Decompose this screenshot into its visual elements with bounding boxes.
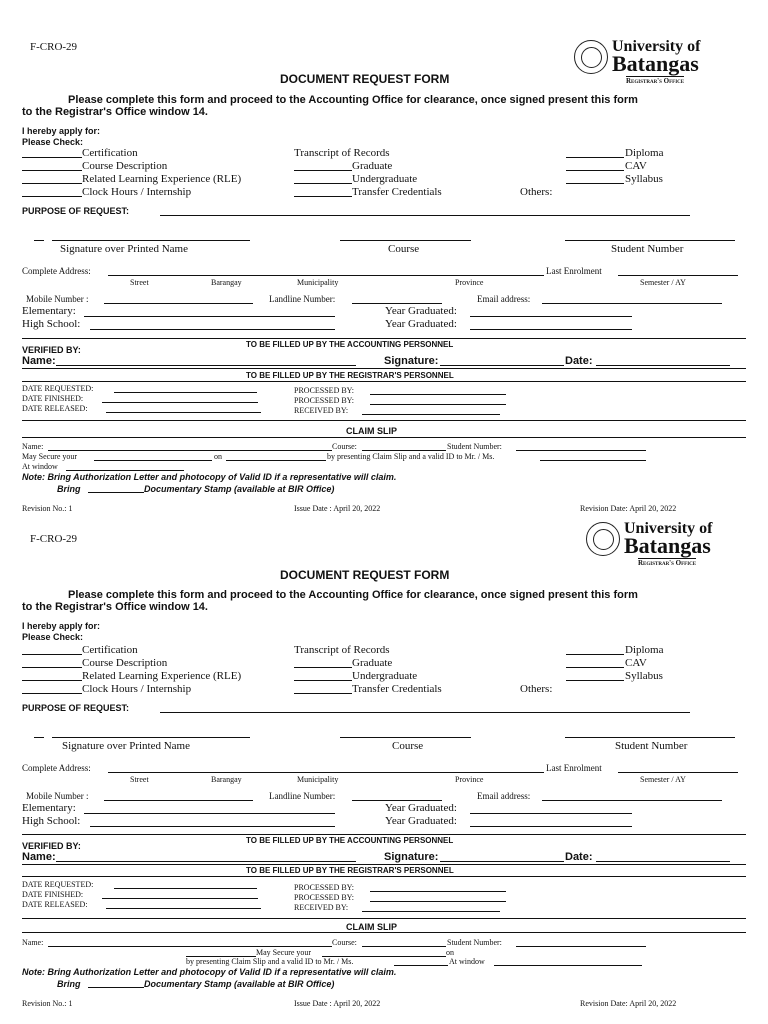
instructions-line1: Please complete this form and proceed to the Accounting Office for clearance, once signed present this form [68, 589, 638, 601]
on-label: on [446, 948, 454, 957]
checkbox-line-diploma[interactable] [566, 654, 624, 655]
student-number-line[interactable] [565, 240, 735, 241]
elem-year-input[interactable] [470, 813, 632, 814]
registrar-header: TO BE FILLED UP BY THE REGISTRAR'S PERSONNEL [246, 866, 454, 875]
elementary-input[interactable] [84, 813, 335, 814]
mobile-label: Mobile Number : [26, 294, 89, 304]
checkbox-line-graduate[interactable] [294, 667, 352, 668]
checkbox-line-syllabus[interactable] [566, 183, 624, 184]
checkbox-line-course-description[interactable] [22, 667, 82, 668]
option-course-description: Course Description [82, 657, 168, 669]
instructions-line2: to the Registrar's Office window 14. [22, 601, 208, 613]
note-text: Note: Bring Authorization Letter and photocopy of Valid ID if a representative will claim. [22, 967, 397, 977]
option-undergraduate: Undergraduate [352, 670, 418, 682]
claim-student-number-input[interactable] [516, 450, 646, 451]
processed-by-input-1[interactable] [370, 394, 506, 395]
date-finished-label: DATE FINISHED: [22, 394, 84, 403]
date-requested-label: DATE REQUESTED: [22, 384, 94, 393]
checkbox-line-course-description[interactable] [22, 170, 82, 171]
student-number-line[interactable] [565, 737, 735, 738]
option-syllabus: Syllabus [625, 670, 663, 682]
received-by-label: RECEIVED BY: [294, 903, 349, 912]
checkbox-line-syllabus[interactable] [566, 680, 624, 681]
divider [22, 381, 746, 382]
presenting-label: by presenting Claim Slip and a valid ID to Mr. / Ms. [327, 452, 495, 461]
course-line[interactable] [340, 240, 471, 241]
divider [22, 437, 746, 438]
checkbox-line-certification[interactable] [22, 654, 82, 655]
option-transfer: Transfer Credentials [352, 186, 442, 198]
university-name-line1: University of [612, 38, 701, 55]
student-number-label: Student Number [611, 243, 684, 255]
divider [22, 368, 746, 369]
landline-input[interactable] [352, 800, 442, 801]
divider [22, 932, 746, 933]
mobile-input[interactable] [104, 800, 253, 801]
processed-by-input-1[interactable] [370, 891, 506, 892]
acct-date-input[interactable] [596, 365, 730, 366]
course-line[interactable] [340, 737, 471, 738]
elem-year-label: Year Graduated: [385, 305, 457, 317]
revision-date: Revision Date: April 20, 2022 [580, 504, 677, 513]
university-seal-icon [574, 40, 608, 74]
apply-for-label: I hereby apply for: [22, 126, 101, 136]
stamp-text: Documentary Stamp (available at BIR Office) [144, 979, 335, 989]
date-requested-input[interactable] [114, 888, 257, 889]
acct-signature-input[interactable] [440, 861, 564, 862]
last-enrolment-label: Last Enrolment [546, 266, 602, 276]
claim-student-number-label: Student Number: [447, 938, 502, 947]
option-diploma: Diploma [625, 644, 664, 656]
received-by-label: RECEIVED BY: [294, 406, 349, 415]
processed-by-label-2: PROCESSED BY: [294, 893, 354, 902]
university-logo [574, 38, 734, 85]
option-diploma: Diploma [625, 147, 664, 159]
acct-date-label: Date: [565, 355, 593, 367]
claim-name-label: Name: [22, 938, 44, 947]
date-finished-label: DATE FINISHED: [22, 890, 84, 899]
elem-year-input[interactable] [470, 316, 632, 317]
revision-no: Revision No.: 1 [22, 999, 73, 1008]
semester-label: Semester / AY [640, 278, 686, 287]
others-label: Others: [520, 683, 553, 695]
revision-date: Revision Date: April 20, 2022 [580, 999, 677, 1008]
claim-course-input[interactable] [362, 450, 446, 451]
checkbox-line-transfer[interactable] [294, 693, 352, 694]
acct-name-input[interactable] [56, 861, 356, 862]
option-clock-hours: Clock Hours / Internship [82, 186, 192, 198]
claim-slip-title: CLAIM SLIP [346, 922, 397, 932]
checkbox-line-transfer[interactable] [294, 196, 352, 197]
presenting-input[interactable] [540, 460, 646, 461]
email-label: Email address: [477, 294, 531, 304]
claim-slip-title: CLAIM SLIP [346, 426, 397, 436]
accounting-header: TO BE FILLED UP BY THE ACCOUNTING PERSONNEL [246, 340, 454, 349]
apply-for-label: I hereby apply for: [22, 621, 101, 631]
form-title: DOCUMENT REQUEST FORM [280, 72, 450, 86]
checkbox-line-clock-hours[interactable] [22, 196, 82, 197]
processed-by-label-1: PROCESSED BY: [294, 883, 354, 892]
acct-signature-label: Signature: [384, 355, 439, 367]
address-barangay: Barangay [211, 278, 242, 287]
purpose-input[interactable] [160, 712, 690, 713]
checkbox-line-cav[interactable] [566, 667, 624, 668]
acct-date-label: Date: [565, 851, 593, 863]
last-enrolment-input[interactable] [618, 772, 738, 773]
sig-line-prefix [34, 240, 44, 241]
high-school-input[interactable] [90, 826, 335, 827]
last-enrolment-label: Last Enrolment [546, 763, 602, 773]
others-label: Others: [520, 186, 553, 198]
claim-course-label: Course: [332, 938, 357, 947]
purpose-label: PURPOSE OF REQUEST: [22, 703, 130, 713]
claim-course-label: Course: [332, 442, 357, 451]
purpose-label: PURPOSE OF REQUEST: [22, 206, 130, 216]
mobile-input[interactable] [104, 303, 253, 304]
instructions-line1: Please complete this form and proceed to the Accounting Office for clearance, once signed present this form [68, 94, 638, 106]
date-requested-input[interactable] [114, 392, 257, 393]
acct-name-input[interactable] [56, 365, 356, 366]
date-requested-label: DATE REQUESTED: [22, 880, 94, 889]
address-province: Province [455, 278, 484, 287]
purpose-input[interactable] [160, 215, 690, 216]
semester-label: Semester / AY [640, 775, 686, 784]
bring-label: Bring [57, 484, 81, 494]
divider [22, 918, 746, 919]
at-window-input[interactable] [66, 470, 184, 471]
option-clock-hours: Clock Hours / Internship [82, 683, 192, 695]
date-released-label: DATE RELEASED: [22, 900, 88, 909]
revision-no: Revision No.: 1 [22, 504, 73, 513]
processed-by-label-2: PROCESSED BY: [294, 396, 354, 405]
divider [22, 338, 746, 339]
address-input[interactable] [108, 772, 544, 773]
processed-by-label-1: PROCESSED BY: [294, 386, 354, 395]
bring-input[interactable] [88, 492, 144, 493]
received-by-input[interactable] [362, 414, 500, 415]
hs-year-input[interactable] [470, 329, 632, 330]
option-rle: Related Learning Experience (RLE) [82, 173, 242, 185]
landline-label: Landline Number: [269, 294, 336, 304]
option-transfer: Transfer Credentials [352, 683, 442, 695]
address-barangay: Barangay [211, 775, 242, 784]
option-graduate: Graduate [352, 160, 393, 172]
last-enrolment-input[interactable] [618, 275, 738, 276]
landline-label: Landline Number: [269, 791, 336, 801]
may-secure-label: May Secure your [22, 452, 78, 461]
signature-line[interactable] [52, 240, 250, 241]
mobile-label: Mobile Number : [26, 791, 89, 801]
claim-course-input[interactable] [362, 946, 446, 947]
high-school-label: High School: [22, 815, 81, 827]
option-syllabus: Syllabus [625, 173, 663, 185]
option-cav: CAV [625, 657, 647, 669]
option-course-description: Course Description [82, 160, 168, 172]
registrar-office-label: Registrar's Office [626, 77, 685, 85]
university-name-line2: Batangas [624, 533, 711, 558]
signature-label: Signature over Printed Name [62, 740, 190, 752]
presenting-label: by presenting Claim Slip and a valid ID to Mr. / Ms. [186, 957, 354, 966]
date-released-label: DATE RELEASED: [22, 404, 88, 413]
registrar-office-label: Registrar's Office [638, 559, 697, 567]
option-cav: CAV [625, 160, 647, 172]
instructions-line2: to the Registrar's Office window 14. [22, 106, 208, 118]
processed-by-input-2[interactable] [370, 901, 506, 902]
option-undergraduate: Undergraduate [352, 173, 418, 185]
divider [22, 420, 746, 421]
acct-signature-label: Signature: [384, 851, 439, 863]
registrar-header: TO BE FILLED UP BY THE REGISTRAR'S PERSONNEL [246, 371, 454, 380]
signature-line[interactable] [52, 737, 250, 738]
address-province: Province [455, 775, 484, 784]
please-check-label: Please Check: [22, 137, 84, 147]
date-released-input[interactable] [106, 908, 261, 909]
elementary-label: Elementary: [22, 305, 76, 317]
address-input[interactable] [108, 275, 544, 276]
checkbox-line-clock-hours[interactable] [22, 693, 82, 694]
checkbox-line-rle[interactable] [22, 183, 82, 184]
claim-name-input[interactable] [48, 450, 332, 451]
address-municipality: Municipality [297, 775, 339, 784]
hs-year-input[interactable] [470, 826, 632, 827]
at-window-label: At window [449, 957, 485, 966]
elementary-input[interactable] [84, 316, 335, 317]
checkbox-line-rle[interactable] [22, 680, 82, 681]
form-code: F-CRO-29 [30, 41, 78, 53]
on-label: on [214, 452, 222, 461]
document-request-form-2 [0, 498, 768, 1010]
address-street: Street [130, 278, 149, 287]
university-seal-icon [586, 522, 620, 556]
sig-line-prefix [34, 737, 44, 738]
divider [22, 876, 746, 877]
address-municipality: Municipality [297, 278, 339, 287]
claim-student-number-label: Student Number: [447, 442, 502, 451]
elem-year-label: Year Graduated: [385, 802, 457, 814]
stamp-text: Documentary Stamp (available at BIR Office) [144, 484, 335, 494]
divider [22, 834, 746, 835]
on-input[interactable] [226, 460, 326, 461]
processed-by-input-2[interactable] [370, 404, 506, 405]
address-street: Street [130, 775, 149, 784]
verified-by-label: VERIFIED BY: [22, 345, 81, 355]
bring-label: Bring [57, 979, 81, 989]
divider [22, 864, 746, 865]
may-secure-input[interactable] [94, 460, 212, 461]
address-label: Complete Address: [22, 266, 91, 276]
acct-date-input[interactable] [596, 861, 730, 862]
checkbox-line-graduate[interactable] [294, 170, 352, 171]
elementary-label: Elementary: [22, 802, 76, 814]
checkbox-line-undergraduate[interactable] [294, 680, 352, 681]
date-finished-input[interactable] [102, 898, 258, 899]
form-code: F-CRO-29 [30, 533, 78, 545]
bring-input[interactable] [88, 987, 144, 988]
university-name-line2: Batangas [612, 51, 699, 76]
hs-year-label: Year Graduated: [385, 318, 457, 330]
signature-label: Signature over Printed Name [60, 243, 188, 255]
email-input[interactable] [542, 303, 722, 304]
please-check-label: Please Check: [22, 632, 84, 642]
checkbox-line-cav[interactable] [566, 170, 624, 171]
form-title: DOCUMENT REQUEST FORM [280, 568, 450, 582]
acct-signature-input[interactable] [440, 365, 564, 366]
student-number-label: Student Number [615, 740, 688, 752]
may-secure-label: May Secure your [256, 948, 312, 957]
checkbox-line-certification[interactable] [22, 157, 82, 158]
hs-year-label: Year Graduated: [385, 815, 457, 827]
claim-name-input[interactable] [48, 946, 332, 947]
university-name-line1: University of [624, 520, 713, 537]
email-input[interactable] [542, 800, 722, 801]
university-logo [586, 520, 746, 567]
landline-input[interactable] [352, 303, 442, 304]
received-by-input[interactable] [362, 911, 500, 912]
option-rle: Related Learning Experience (RLE) [82, 670, 242, 682]
course-label: Course [392, 740, 424, 752]
option-transcript: Transcript of Records [294, 644, 390, 656]
option-transcript: Transcript of Records [294, 147, 390, 159]
at-window-input[interactable] [494, 965, 642, 966]
note-text: Note: Bring Authorization Letter and photocopy of Valid ID if a representative will claim. [22, 472, 397, 482]
accounting-header: TO BE FILLED UP BY THE ACCOUNTING PERSONNEL [246, 836, 454, 845]
verified-by-label: VERIFIED BY: [22, 841, 81, 851]
email-label: Email address: [477, 791, 531, 801]
presenting-input[interactable] [394, 965, 448, 966]
high-school-input[interactable] [90, 329, 335, 330]
option-graduate: Graduate [352, 657, 393, 669]
acct-name-label: Name: [22, 851, 56, 863]
claim-student-number-input[interactable] [516, 946, 646, 947]
checkbox-line-diploma[interactable] [566, 157, 624, 158]
acct-name-label: Name: [22, 355, 56, 367]
date-finished-input[interactable] [102, 402, 258, 403]
option-certification: Certification [82, 644, 138, 656]
at-window-label: At window [22, 462, 58, 471]
checkbox-line-undergraduate[interactable] [294, 183, 352, 184]
option-certification: Certification [82, 147, 138, 159]
course-label: Course [388, 243, 420, 255]
date-released-input[interactable] [106, 412, 261, 413]
claim-name-label: Name: [22, 442, 44, 451]
issue-date: Issue Date : April 20, 2022 [294, 999, 381, 1008]
issue-date: Issue Date : April 20, 2022 [294, 504, 381, 513]
address-label: Complete Address: [22, 763, 91, 773]
high-school-label: High School: [22, 318, 81, 330]
